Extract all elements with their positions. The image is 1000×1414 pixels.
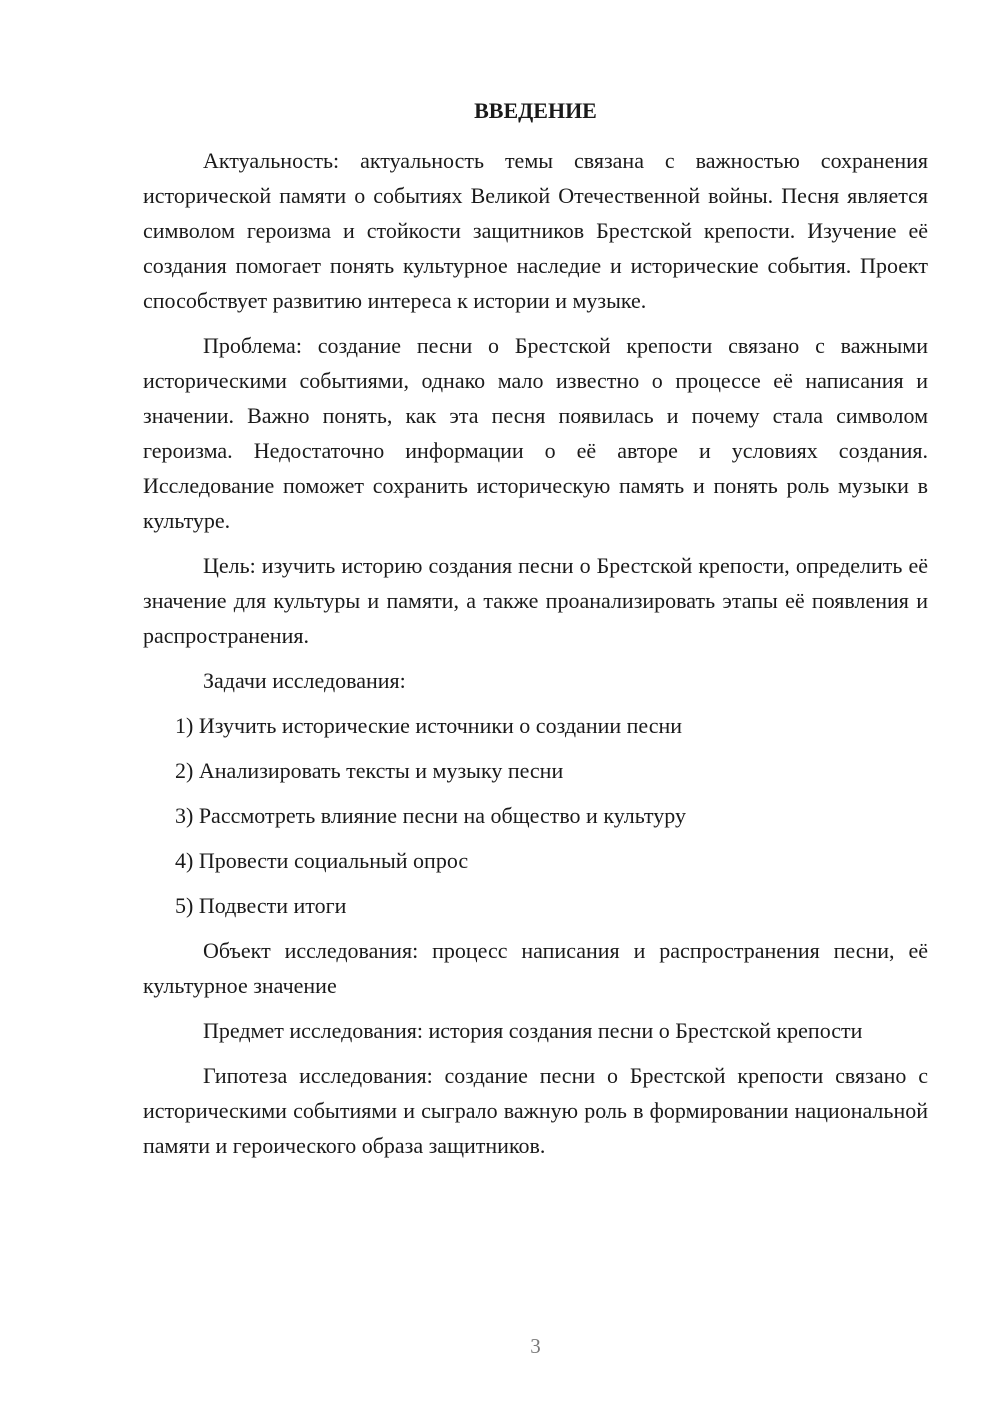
task-item: 4) Провести социальный опрос (175, 848, 469, 873)
subject-paragraph: Предмет исследования: история создания песни о Брестской крепости (203, 1018, 863, 1043)
document-page (143, 0, 928, 1414)
object-paragraph: Объект исследования: процесс написания и распространения песни, её культурное значение (143, 938, 928, 998)
task-item: 5) Подвести итоги (175, 893, 347, 918)
page-number: 3 (530, 1334, 541, 1358)
problem-paragraph: Проблема: создание песни о Брестской крепости связано с важными историческими событиями, однако мало известно о процессе её написания и значении. Важно понять, как эта песня появилась и почему стала символом героизма. Недостаточно информации о её авторе и условиях создания. Исследование поможет сохранить историческую память и понять роль музыки в культуре. (143, 333, 928, 533)
tasks-heading: Задачи исследования: (203, 668, 406, 693)
goal-paragraph: Цель: изучить историю создания песни о Брестской крепости, определить её значение для культуры и памяти, а также проанализировать этапы её появления и распространения. (143, 553, 928, 648)
task-item: 2) Анализировать тексты и музыку песни (175, 758, 564, 783)
task-item: 1) Изучить исторические источники о создании песни (175, 713, 683, 738)
page-title: ВВЕДЕНИЕ (474, 98, 597, 123)
page-content (143, 143, 928, 1163)
tasks-list (143, 708, 928, 923)
relevance-paragraph: Актуальность: актуальность темы связана с важностью сохранения исторической памяти о событиях Великой Отечественной войны. Песня является символом героизма и стойкости защитников Брестской крепости. Изучение её создания помогает понять культурное наследие и исторические события. Проект способствует развитию интереса к истории и музыке. (143, 148, 928, 313)
hypothesis-paragraph: Гипотеза исследования: создание песни о Брестской крепости связано с историческими событиями и сыграло важную роль в формировании национальной памяти и героического образа защитников. (143, 1063, 928, 1158)
task-item: 3) Рассмотреть влияние песни на общество и культуру (175, 803, 686, 828)
